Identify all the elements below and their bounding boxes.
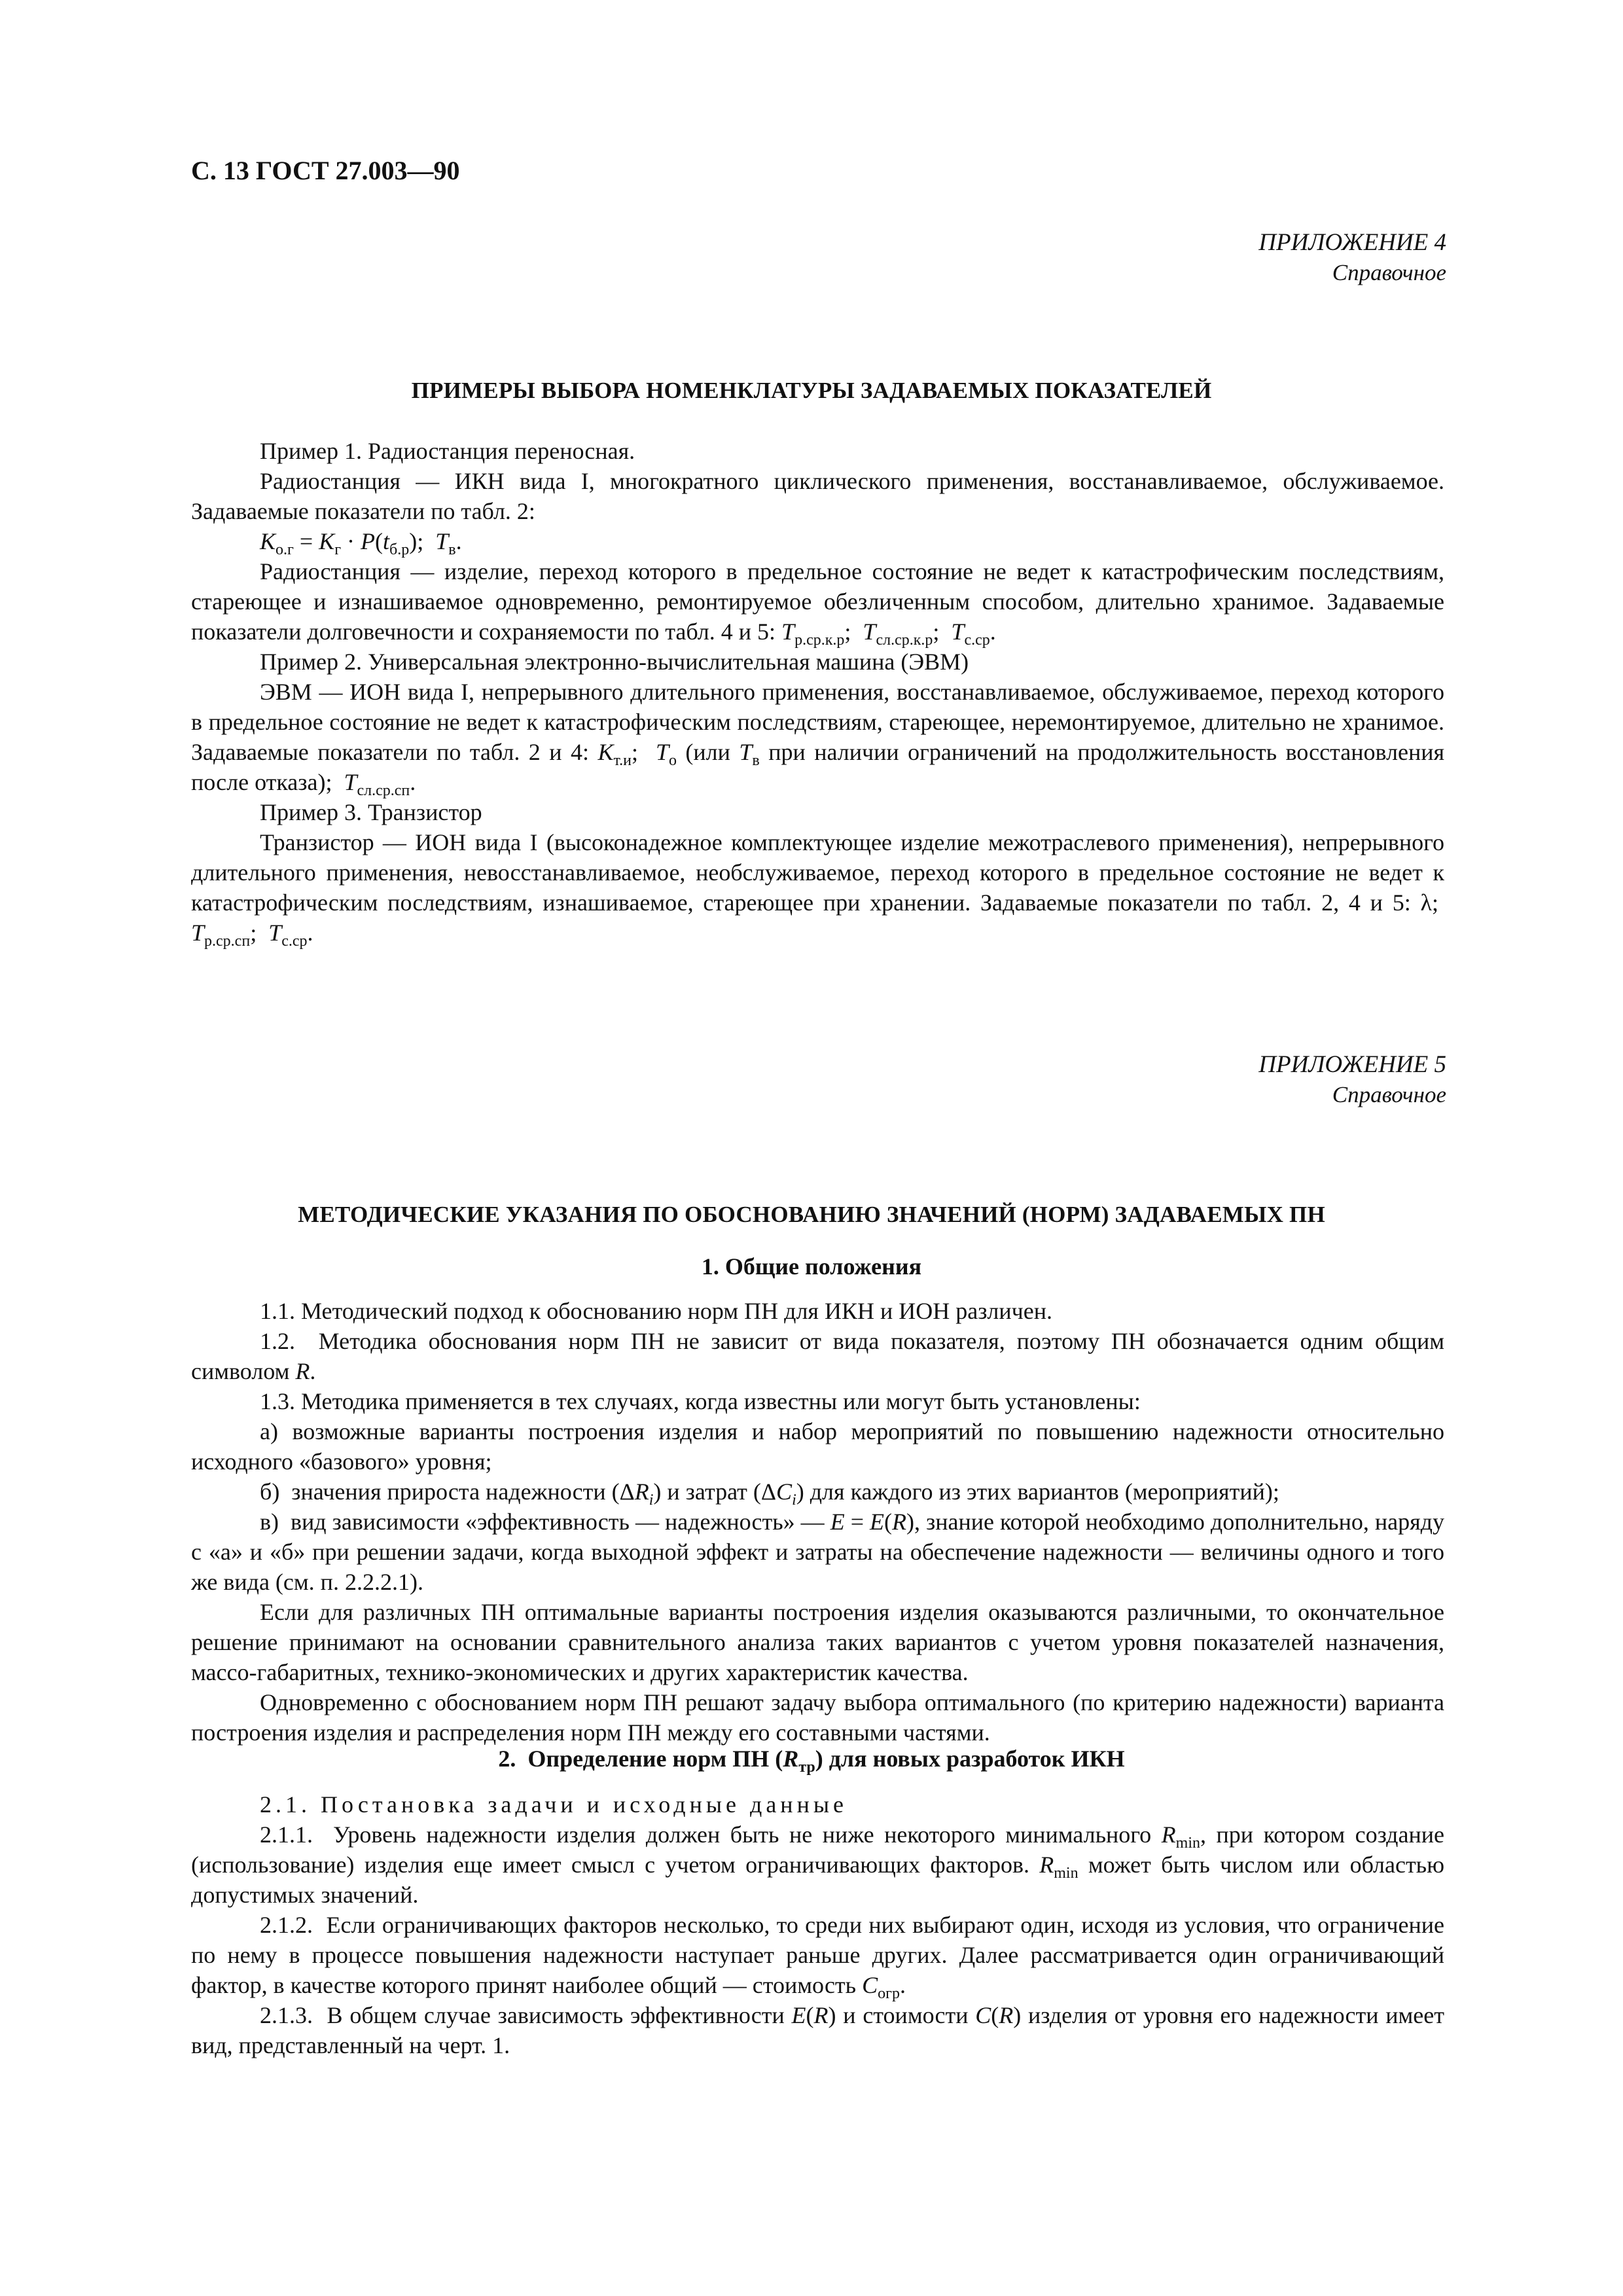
example3-paragraph1: Транзистор — ИОН вида I (высоконадежное комплектующее изделие межотраслевого применения), непрерывного длительного применения, невосстанавливаемое, необслуживаемое, переход которого в предельное состояние не ведет к катастрофическим последствиям, изнашиваемое, стареющее при хранении. Задаваемые показатели по табл. 2, 4 и 5: λ; $T_{р.ср.сп}$; $T_{с.ср}$. [191, 829, 1444, 950]
paragraph-1-4: Если для различных ПН оптимальные варианты построения изделия оказываются различными, то окончательное решение принимают на основании сравнительного анализа таких вариантов с учетом уровня показателей назначения, массо-габаритных, технико-экономических и других характеристик качества. [191, 1599, 1444, 1685]
appendix5-label: ПРИЛОЖЕНИЕ 5 [1258, 1051, 1446, 1078]
paragraph-1-3-b: б) значения прироста надежности $(\Delta R_i)$ и затрат $(\Delta C_i)$ для каждого из этих вариантов (мероприятий); [260, 1479, 1279, 1509]
appendix4-label: ПРИЛОЖЕНИЕ 4 [1258, 229, 1446, 256]
appendix5-label-block [1258, 1050, 1446, 1110]
paragraph-2-1-1: 2.1.1. Уровень надежности изделия должен быть не ниже некоторого минимального $R_{min}$, при котором создание (использование) изделия еще имеет смысл с учетом ограничивающих факторов. $R_{min}$ может быть числом или областью допустимых значений. [191, 1821, 1444, 1908]
section1-title: 1. Общие положения [701, 1253, 922, 1280]
paragraph-1-3-c: в) вид зависимости «эффективность — надежность» — E = E(R), знание которой необходимо дополнительно, наряду с «а» и «б» при решении задачи, когда выходной эффект и затраты на обеспечение надежности — величины одного и того же вида (см. п. 2.2.2.1). [191, 1509, 1444, 1595]
example1-paragraph1: Радиостанция — ИКН вида I, многократного циклического применения, восстанавливаемое, обслуживаемое. Задаваемые показатели по табл. 2: [191, 468, 1444, 524]
paragraph-1-2: 1.2. Методика обоснования норм ПН не зависит от вида показателя, поэтому ПН обозначается одним общим символом R. [191, 1328, 1444, 1384]
example1-paragraph2: Радиостанция — изделие, переход которого в предельное состояние не ведет к катастрофическим последствиям, стареющее и изнашиваемое одновременно, ремонтируемое обезличенным способом, длительно хранимое. Задаваемые показатели долговечности и сохраняемости по табл. 4 и 5: $T_{р.ср.к.р}$; $T_{сл.ср.к.р}$; $T_{с.ср}$. [191, 558, 1444, 649]
example1-paragraph2-text: Радиостанция — изделие, переход которого в предельное состояние не ведет к катастрофическим последствиям, стареющее и изнашиваемое одновременно, ремонтируемое обезличенным способом, длительно хранимое. Задаваемые показатели долговечности и сохраняемости по табл. 4 и 5: [191, 558, 1444, 645]
paragraph-1-5: Одновременно с обоснованием норм ПН решают задачу выбора оптимального (по критерию надежности) варианта построения изделия и распределения норм ПН между его составными частями. [191, 1689, 1444, 1746]
appendix4-title: ПРИМЕРЫ ВЫБОРА НОМЕНКЛАТУРЫ ЗАДАВАЕМЫХ ПОКАЗАТЕЛЕЙ [411, 378, 1212, 403]
section2-title: 2. Определение норм ПН $(R_{тр})$ для новых разработок ИКН [498, 1746, 1125, 1776]
appendix4-type: Справочное [1332, 260, 1446, 285]
appendix4-body [191, 436, 1444, 948]
paragraph-1-3-a: а) возможные варианты построения изделия и набор мероприятий по повышению надежности относительно исходного «базового» уровня; [191, 1418, 1444, 1475]
paragraph-2-1-2: 2.1.2. Если ограничивающих факторов несколько, то среди них выбирают один, исходя из условия, что ограничение по нему в процессе повышения надежности наступает раньше других. Далее рассматривается один ограничивающий фактор, в качестве которого принят наиболее общий — стоимость $C_{огр}$. [191, 1912, 1444, 2002]
paragraph-1-1: 1.1. Методический подход к обоснованию норм ПН для ИКН и ИОН различен. [260, 1298, 1053, 1324]
subsection-2-1-title: 2.1. Постановка задачи и исходные данные [260, 1791, 848, 1818]
paragraph-1-3: 1.3. Методика применяется в тех случаях, когда известны или могут быть установлены: [260, 1388, 1141, 1414]
example1-formula: $K_{о.г} = K_г \cdot P(t_{б.р})$; $T_в$. [260, 528, 462, 558]
example2-paragraph1: ЭВМ — ИОН вида I, непрерывного длительного применения, восстанавливаемое, обслуживаемое, переход которого в предельное состояние не ведет к катастрофическим последствиям, стареющее, неремонтируемое, длительно не хранимое. Задаваемые показатели по табл. 2 и 4: $K_{т.и}$; $T_о$ (или $T_в$ при наличии ограничений на продолжительность восстановления после отказа); $T_{сл.ср.сп}$. [191, 679, 1445, 799]
appendix5-type: Справочное [1332, 1082, 1446, 1107]
appendix4-label-block [1258, 228, 1446, 288]
example3-paragraph1-text: Транзистор — ИОН вида I (высоконадежное комплектующее изделие межотраслевого применения), непрерывного длительного применения, невосстанавливаемое, необслуживаемое, переход которого в предельное состояние не ведет к катастрофическим последствиям, изнашиваемое, стареющее при хранении. Задаваемые показатели по табл. 2, 4 и 5: [191, 829, 1444, 916]
section1-body [191, 1296, 1444, 1748]
example2-paragraph1-text: ЭВМ — ИОН вида I, непрерывного длительного применения, восстанавливаемое, обслуживаемое, переход которого в предельное состояние не ведет к катастрофическим последствиям, стареющее, неремонтируемое, длительно не хранимое. Задаваемые показатели по табл. 2 и 4: [191, 679, 1444, 765]
page-header: С. 13 ГОСТ 27.003—90 [191, 156, 460, 185]
paragraph-2-1-3: 2.1.3. В общем случае зависимость эффективности E(R) и стоимости C(R) изделия от уровня его надежности имеет вид, представленный на черт. 1. [191, 2002, 1444, 2058]
example3-title: Пример 3. Транзистор [260, 799, 482, 825]
section2-body [191, 1789, 1444, 2060]
appendix5-title: МЕТОДИЧЕСКИЕ УКАЗАНИЯ ПО ОБОСНОВАНИЮ ЗНАЧЕНИЙ (НОРМ) ЗАДАВАЕМЫХ ПН [298, 1202, 1325, 1227]
example2-title: Пример 2. Универсальная электронно-вычислительная машина (ЭВМ) [260, 649, 969, 675]
example1-title: Пример 1. Радиостанция переносная. [260, 438, 635, 464]
